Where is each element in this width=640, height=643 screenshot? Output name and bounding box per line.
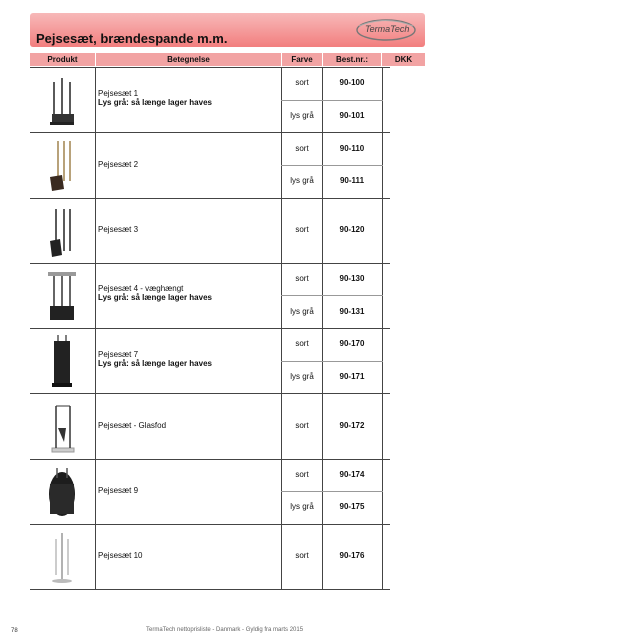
product-name: Pejsesæt 4 - væghængt <box>98 284 184 294</box>
variant-color: lys grå <box>290 176 314 186</box>
col-header-color: Farve <box>282 53 322 66</box>
order-number: 90-131 <box>339 306 365 316</box>
order-number: 90-176 <box>339 551 365 561</box>
row-divider <box>30 67 390 68</box>
product-note: Lys grå: så længe lager haves <box>98 358 212 368</box>
row-divider <box>30 198 390 199</box>
order-number: 90-111 <box>339 176 365 186</box>
order-number: 90-130 <box>339 274 365 284</box>
variant-color: lys grå <box>290 371 314 381</box>
row-divider <box>30 328 390 329</box>
product-image <box>44 464 80 520</box>
row-divider <box>30 263 390 264</box>
section-banner <box>30 13 425 47</box>
product-name: Pejsesæt 3 <box>98 225 139 235</box>
col-header-order-number: Best.nr.: <box>323 53 381 66</box>
variant-color: lys grå <box>290 502 314 512</box>
product-note: Lys grå: så længe lager haves <box>98 293 212 303</box>
col-header-name: Betegnelse <box>96 53 281 66</box>
logo-text: TermaTech <box>365 24 410 34</box>
order-number: 90-110 <box>339 143 365 153</box>
order-number: 90-101 <box>339 110 365 120</box>
order-number: 90-100 <box>339 78 365 88</box>
variant-divider <box>281 361 383 362</box>
product-image <box>44 268 80 324</box>
product-image <box>44 203 80 259</box>
variant-color: sort <box>295 469 309 479</box>
variant-color: sort <box>295 420 309 430</box>
order-number: 90-175 <box>339 502 365 512</box>
variant-color: sort <box>295 551 309 561</box>
order-number: 90-171 <box>339 371 365 381</box>
row-divider <box>30 589 390 590</box>
product-name: Pejsesæt 1 <box>98 88 139 98</box>
order-number: 90-170 <box>339 339 365 349</box>
order-number: 90-172 <box>339 420 365 430</box>
row-divider <box>30 459 390 460</box>
variant-color: sort <box>295 339 309 349</box>
variant-color: sort <box>295 143 309 153</box>
col-header-product: Produkt <box>30 53 95 66</box>
order-number: 90-174 <box>339 469 365 479</box>
variant-color: sort <box>295 225 309 235</box>
order-number: 90-120 <box>339 225 365 235</box>
variant-color: sort <box>295 274 309 284</box>
product-name: Pejsesæt 9 <box>98 486 139 496</box>
product-image <box>44 137 80 193</box>
variant-color: lys grå <box>290 306 314 316</box>
col-header-price: DKK <box>382 53 425 66</box>
product-name: Pejsesæt - Glasfod <box>98 420 167 430</box>
variant-color: sort <box>295 78 309 88</box>
row-divider <box>30 132 390 133</box>
product-name: Pejsesæt 7 <box>98 349 139 359</box>
page-number: 78 <box>11 628 18 634</box>
product-name: Pejsesæt 10 <box>98 551 143 561</box>
variant-divider <box>281 295 383 296</box>
variant-divider <box>281 165 383 166</box>
variant-divider <box>281 100 383 101</box>
product-name: Pejsesæt 2 <box>98 159 139 169</box>
row-divider <box>30 524 390 525</box>
row-divider <box>30 393 390 394</box>
product-image <box>44 398 80 454</box>
product-image <box>44 72 80 128</box>
termatech-logo <box>355 17 417 43</box>
product-image <box>44 333 80 389</box>
product-note: Lys grå: så længe lager haves <box>98 97 212 107</box>
section-title: Pejsesæt, brændespande m.m. <box>36 31 228 46</box>
variant-divider <box>281 491 383 492</box>
variant-color: lys grå <box>290 110 314 120</box>
product-image <box>44 529 80 585</box>
footer-text: TermaTech nettoprisliste - Danmark - Gyldig fra marts 2015 <box>146 627 304 633</box>
